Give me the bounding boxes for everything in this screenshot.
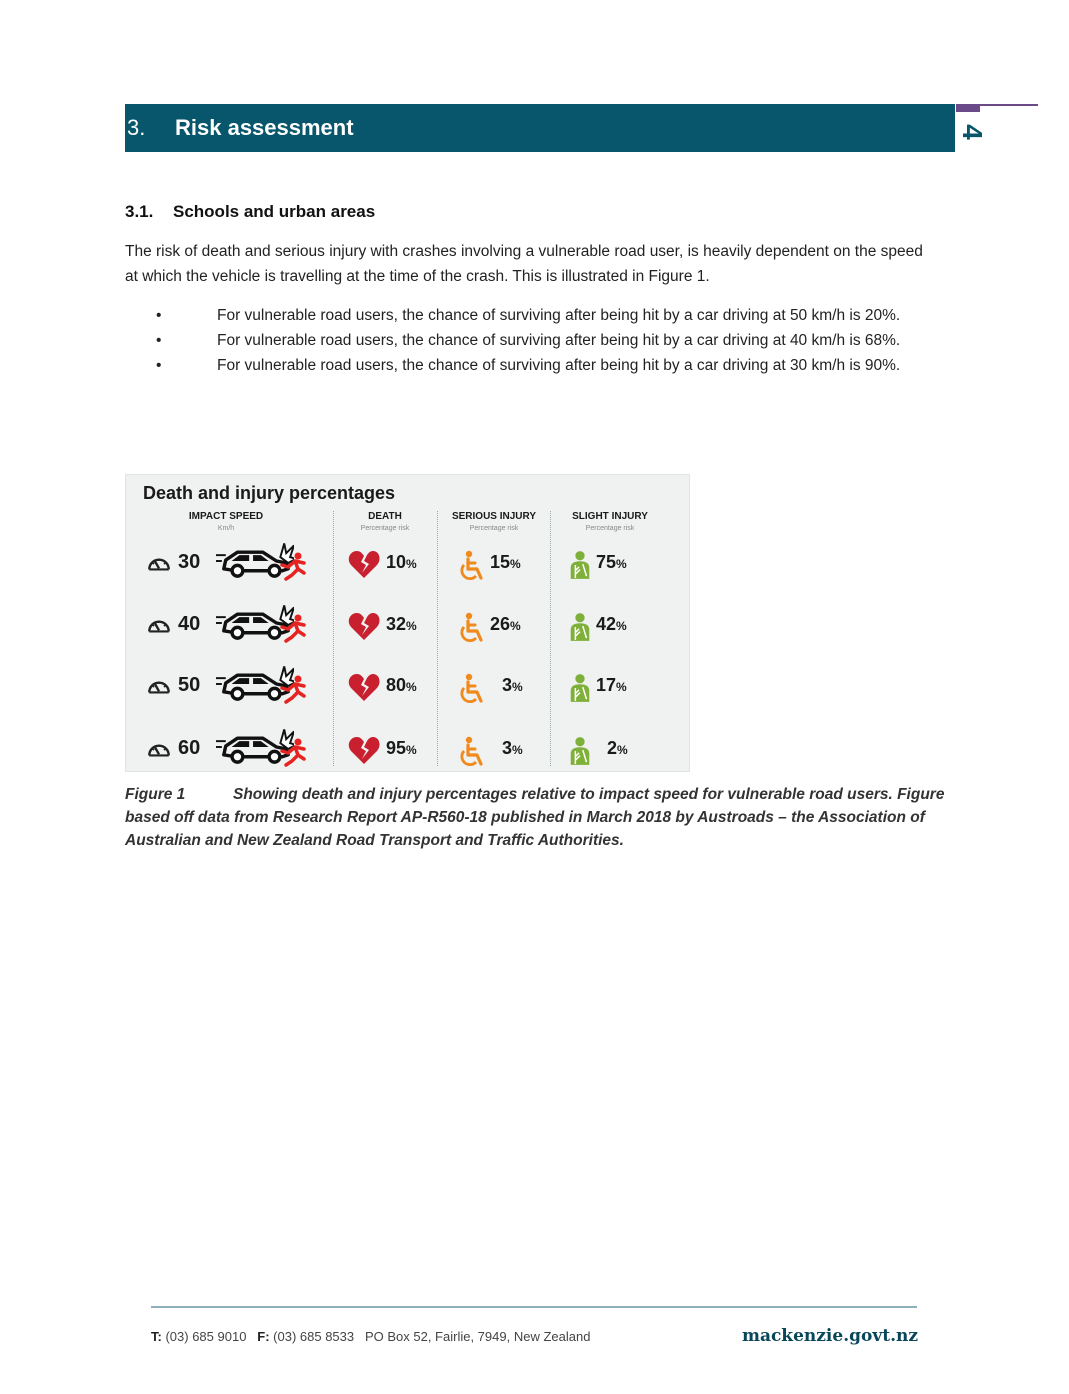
pedestrian-falling-icon — [278, 551, 308, 581]
column-header-death: DEATH — [368, 511, 402, 522]
pedestrian-falling-icon — [278, 674, 308, 704]
speed-value: 40 — [178, 613, 201, 635]
pedestrian-falling-icon — [278, 737, 308, 767]
speed-value: 30 — [178, 551, 201, 573]
website-link[interactable]: mackenzie.govt.nz — [741, 1326, 918, 1346]
serious-injury-percentage: 15% — [490, 552, 521, 572]
broken-heart-icon — [348, 672, 380, 702]
subsection-number: 3.1. — [125, 202, 154, 221]
slight-injury-percentage: 2% — [607, 738, 628, 758]
bullet-list — [150, 303, 940, 378]
person-bandaged-icon — [567, 611, 593, 643]
bullet-icon: • — [156, 357, 162, 374]
pedestrian-falling-icon — [278, 613, 308, 643]
column-subheader-death: Percentage risk — [360, 525, 410, 532]
list-item: • For vulnerable road users, the chance of surviving after being hit by a car driving at 40 km/h is 68%. — [150, 328, 940, 353]
list-item: • For vulnerable road users, the chance of surviving after being hit by a car driving at 30 km/h is 90%. — [150, 353, 940, 378]
column-divider — [437, 511, 438, 766]
speedometer-icon — [144, 737, 174, 763]
speedometer-icon — [144, 613, 174, 639]
phone-label: T: — [151, 1329, 162, 1344]
serious-injury-percentage: 3% — [502, 675, 523, 695]
postal-address: PO Box 52, Fairlie, 7949, New Zealand — [364, 1329, 591, 1344]
column-header-serious: SERIOUS INJURY — [451, 511, 537, 522]
page-number: 4 — [957, 124, 988, 140]
infographic-figure — [125, 474, 690, 772]
broken-heart-icon — [348, 549, 380, 579]
person-bandaged-icon — [567, 672, 593, 704]
slight-injury-percentage: 17% — [596, 675, 627, 695]
fax-label: F: — [257, 1329, 270, 1344]
page-rule — [980, 104, 1038, 106]
speedometer-icon — [144, 674, 174, 700]
footer-rule — [151, 1306, 917, 1308]
footer-contact — [151, 1329, 590, 1344]
wheelchair-icon — [459, 611, 487, 645]
fax-number: (03) 685 8533 — [273, 1329, 355, 1344]
person-bandaged-icon — [567, 549, 593, 581]
speed-value: 60 — [178, 737, 201, 759]
bullet-icon: • — [156, 307, 162, 324]
section-header — [125, 104, 955, 152]
death-percentage: 80% — [386, 675, 417, 695]
speed-value: 50 — [178, 674, 201, 696]
caption-text: Showing death and injury percentages relative to impact speed for vulnerable road users. Figure based off data from Research Report AP-R560-18 published in March 2018 by Austroads – the Association of Australian and New Zealand Road Transport and Traffic Authorities. — [125, 786, 945, 849]
body-paragraph: The risk of death and serious injury with crashes involving a vulnerable road user, is heavily dependent on the speed at which the vehicle is travelling at the time of the crash. This is illustrated in Figure 1. — [125, 243, 923, 285]
death-percentage: 10% — [386, 552, 417, 572]
list-item: • For vulnerable road users, the chance of surviving after being hit by a car driving at 50 km/h is 20%. — [150, 303, 940, 328]
section-number: 3. — [127, 115, 146, 140]
column-subheader-serious: Percentage risk — [469, 525, 519, 532]
column-divider — [550, 511, 551, 766]
death-percentage: 32% — [386, 614, 417, 634]
section-title: Risk assessment — [175, 115, 354, 140]
serious-injury-percentage: 3% — [502, 738, 523, 758]
subsection-heading — [125, 202, 375, 222]
broken-heart-icon — [348, 611, 380, 641]
column-header-slight: SLIGHT INJURY — [572, 511, 648, 522]
wheelchair-icon — [459, 735, 487, 769]
column-subheader-slight: Percentage risk — [585, 525, 635, 532]
slight-injury-percentage: 42% — [596, 614, 627, 634]
bullet-icon: • — [156, 332, 162, 349]
wheelchair-icon — [459, 672, 487, 706]
subsection-title: Schools and urban areas — [173, 202, 376, 221]
column-subheader-speed: Km/h — [217, 525, 235, 532]
person-bandaged-icon — [567, 735, 593, 767]
figure-title: Death and injury percentages — [143, 483, 396, 503]
figure-caption — [125, 783, 945, 852]
broken-heart-icon — [348, 735, 380, 765]
death-percentage: 95% — [386, 738, 417, 758]
phone-number: (03) 685 9010 — [165, 1329, 247, 1344]
speedometer-icon — [144, 551, 174, 577]
page-tab — [956, 104, 980, 112]
column-header-speed: IMPACT SPEED — [188, 511, 264, 522]
serious-injury-percentage: 26% — [490, 614, 521, 634]
column-divider — [333, 511, 334, 766]
wheelchair-icon — [459, 549, 487, 583]
slight-injury-percentage: 75% — [596, 552, 627, 572]
caption-label: Figure 1 — [125, 786, 186, 803]
